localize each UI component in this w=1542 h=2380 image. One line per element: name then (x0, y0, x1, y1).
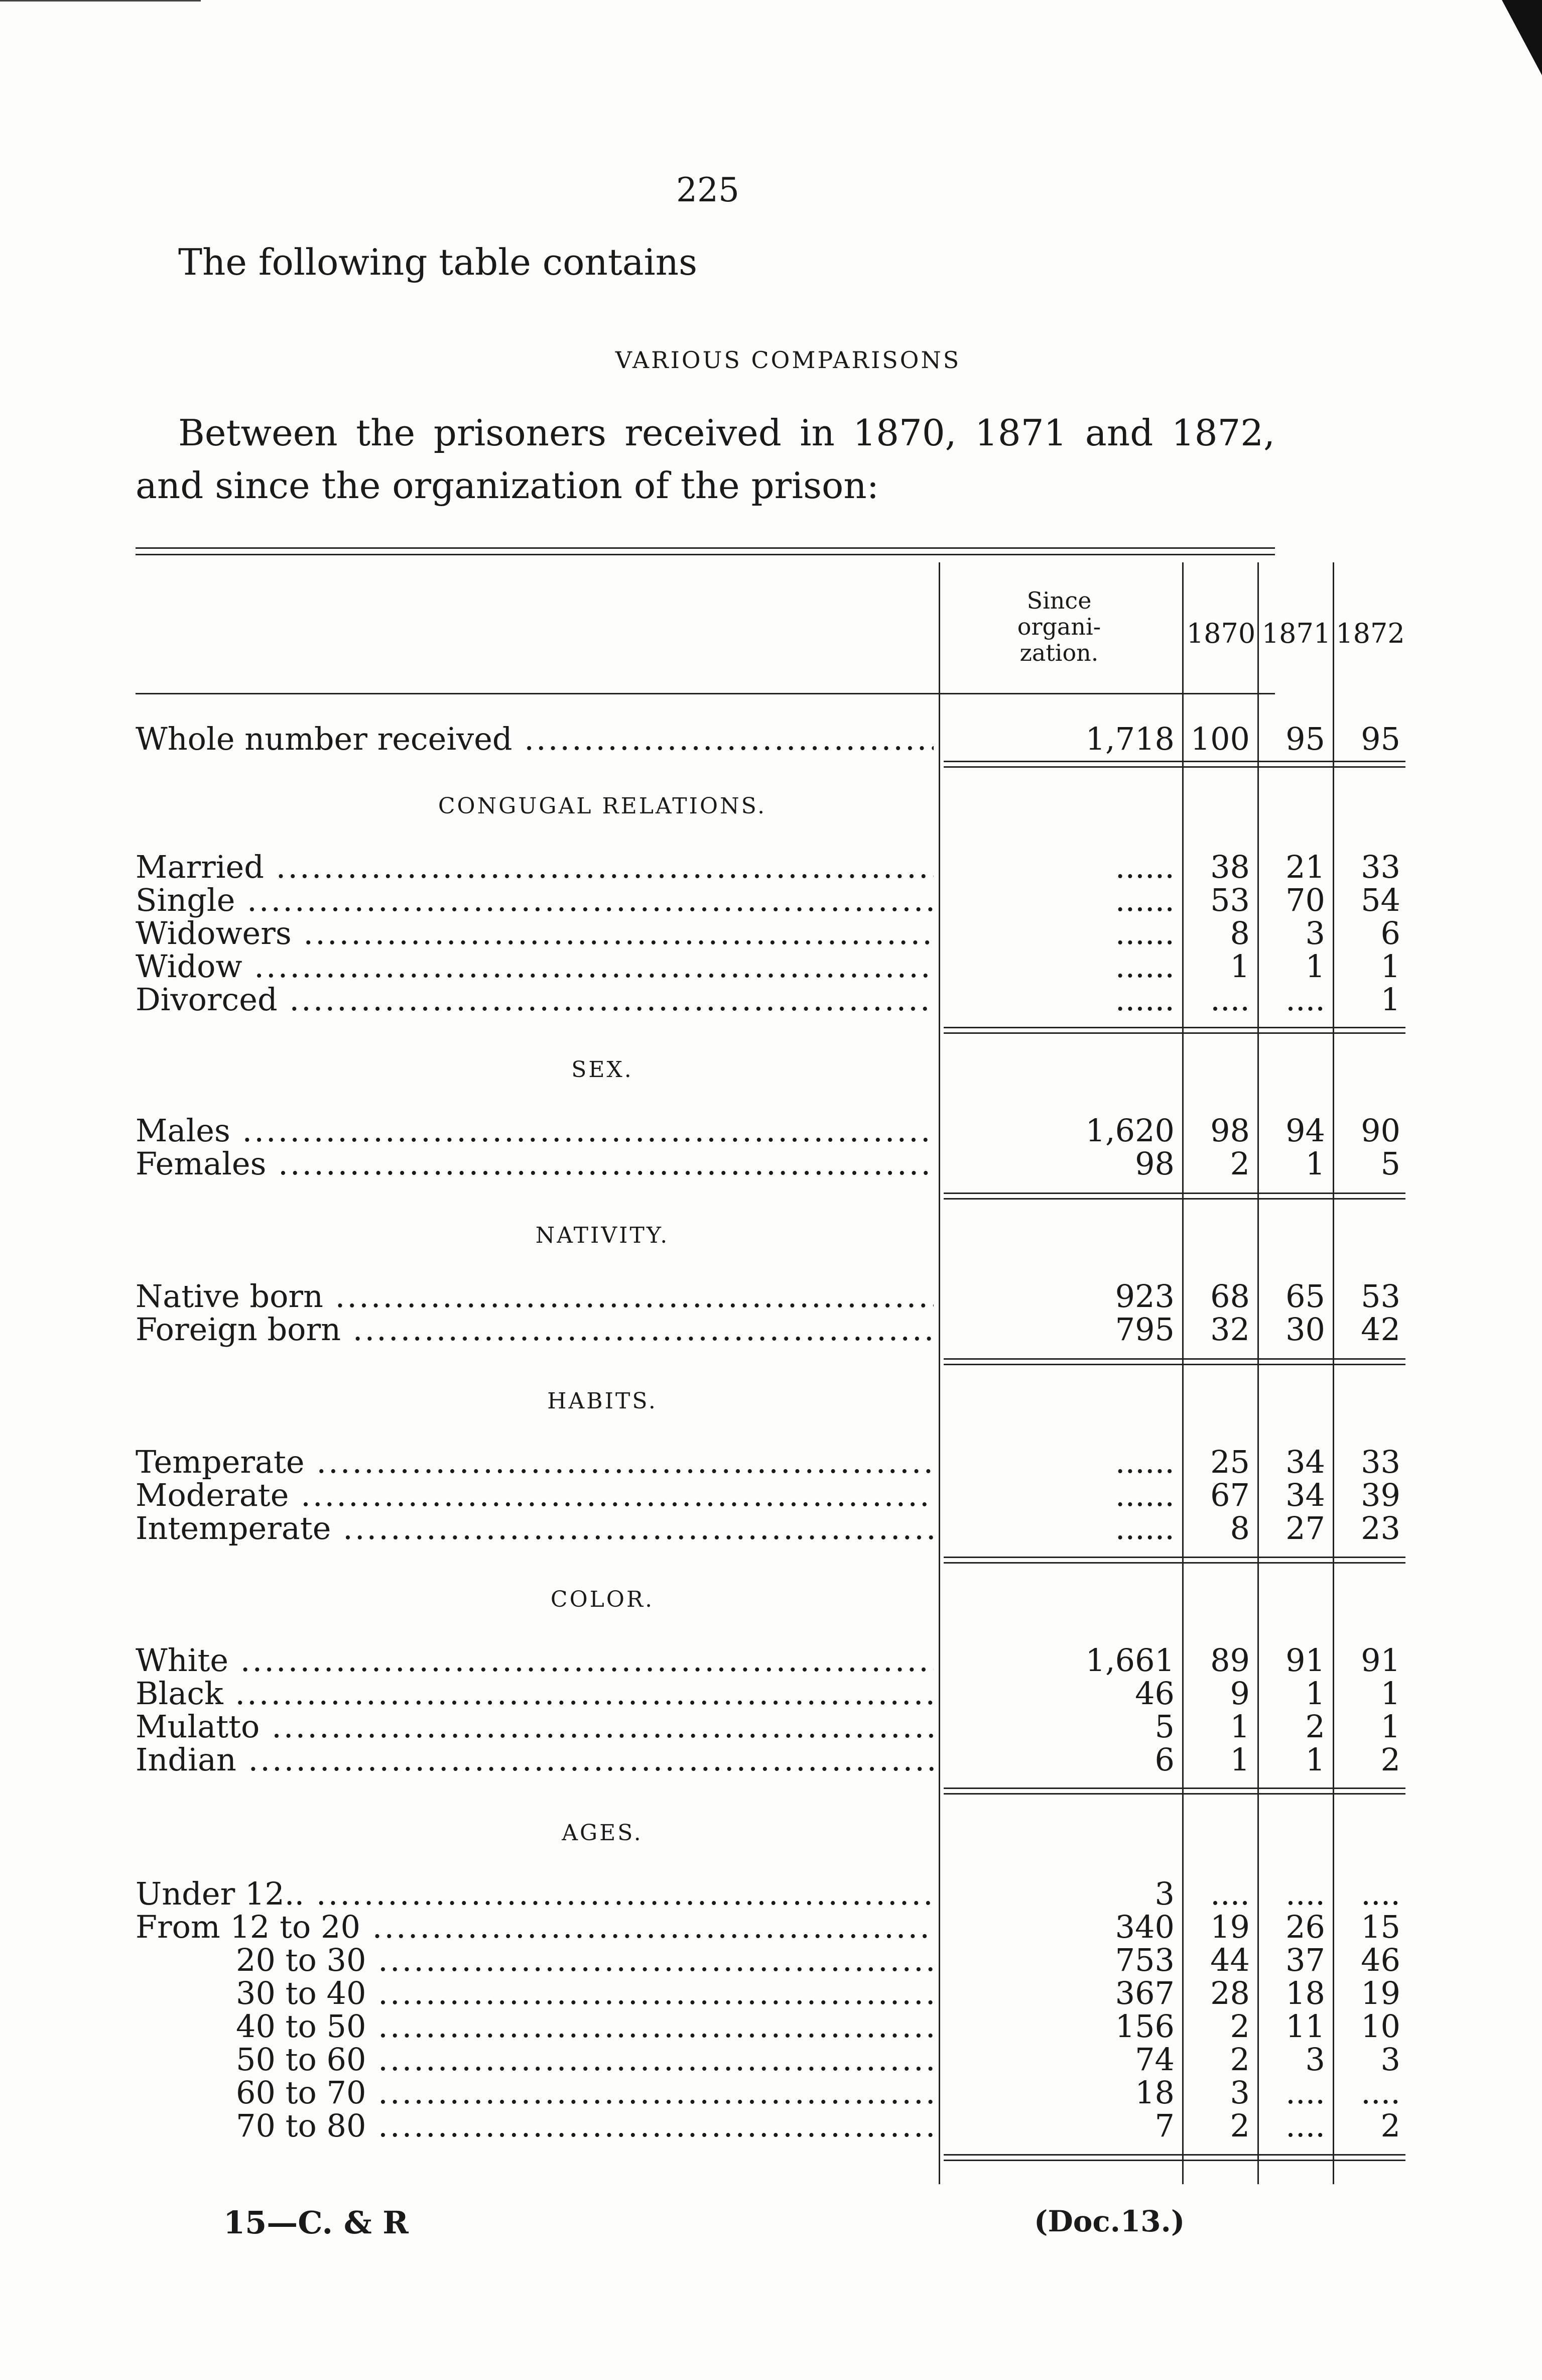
cell-1871: .... (1286, 2107, 1325, 2144)
cell-1872: 2 (1380, 2107, 1400, 2144)
cell-1870: 1 (1230, 948, 1250, 985)
table-row (136, 2107, 1400, 2144)
cell-1871: 65 (1286, 1278, 1325, 1315)
table-row (136, 915, 1400, 951)
cell-1872: 10 (1361, 2008, 1400, 2045)
cell-1871: 2 (1305, 1708, 1325, 1745)
cell-since: 3 (1154, 1875, 1175, 1912)
footer-signature: 15—C. & R (223, 2204, 409, 2241)
colhead-since-line3: zation. (1019, 639, 1099, 666)
cell-1872: 2 (1380, 1741, 1400, 1778)
cell-1872: 5 (1380, 1145, 1400, 1182)
section-heading: VARIOUS COMPARISONS (615, 346, 961, 374)
row-label: Native born ..... (136, 1278, 934, 1315)
cell-1872: 54 (1361, 882, 1400, 918)
cell-1871: 34 (1286, 1444, 1325, 1480)
cell-since: 98 (1135, 1145, 1175, 1182)
row-label: Moderate ..... (136, 1477, 934, 1513)
table-row (136, 882, 1400, 918)
cell-1871: .... (1286, 2074, 1325, 2111)
cell-1870: .... (1210, 1875, 1250, 1912)
table-row (136, 1875, 1400, 1912)
cell-1871: 27 (1286, 1510, 1325, 1546)
cell-since: ...... (1115, 882, 1175, 918)
intro-text: The following table contains (178, 241, 698, 283)
cell-1870: 8 (1230, 915, 1250, 951)
row-label: Males ..... (136, 1112, 934, 1149)
section-rule (944, 2154, 1405, 2161)
section-rule (944, 761, 1405, 768)
cell-1872: 3 (1380, 2041, 1400, 2078)
section-rule (944, 1193, 1405, 1200)
cell-since: 1,718 (1085, 721, 1175, 757)
section-title-sex: SEX. (571, 1057, 633, 1083)
section-rule (944, 1788, 1405, 1795)
cell-since: 74 (1135, 2041, 1175, 2078)
cell-1871: 11 (1286, 2008, 1325, 2045)
cell-1871: 70 (1286, 882, 1325, 918)
page-number: 225 (676, 171, 739, 209)
table-row (136, 849, 1400, 885)
cell-1871: 1 (1305, 1741, 1325, 1778)
row-label: 50 to 60 ..... (136, 2041, 934, 2078)
cell-1870: 44 (1210, 1942, 1250, 1978)
table-row (136, 1942, 1400, 1978)
cell-1872: 91 (1361, 1642, 1400, 1679)
cell-since: ...... (1115, 849, 1175, 885)
section-rule (944, 1358, 1405, 1365)
cell-1870: 2 (1230, 1145, 1250, 1182)
table-row (136, 948, 1400, 985)
table-row (136, 1975, 1400, 2011)
cell-since: ...... (1115, 1510, 1175, 1546)
colhead-since-line2: organi- (1017, 613, 1101, 640)
cell-1872: 90 (1361, 1112, 1400, 1149)
section-rule (944, 1557, 1405, 1564)
section-title-habits: HABITS. (547, 1388, 658, 1414)
cell-1871: 1 (1305, 1145, 1325, 1182)
cell-since: 46 (1135, 1675, 1175, 1712)
cell-since: ...... (1115, 1444, 1175, 1480)
cell-1871: 94 (1286, 1112, 1325, 1149)
footer-doc-number: (Doc.13.) (1034, 2204, 1185, 2238)
cell-since: 7 (1154, 2107, 1175, 2144)
table-row (136, 1112, 1400, 1149)
table-row (136, 721, 1400, 757)
cell-1871: 18 (1286, 1975, 1325, 2011)
section-rule (944, 1027, 1405, 1034)
cell-1872: .... (1361, 2074, 1400, 2111)
cell-since: 156 (1115, 2008, 1175, 2045)
cell-1872: 19 (1361, 1975, 1400, 2011)
row-label: Widowers ..... (136, 915, 934, 951)
cell-since: 753 (1115, 1942, 1175, 1978)
table-row (136, 1145, 1400, 1182)
cell-1871: 34 (1286, 1477, 1325, 1513)
row-label: Divorced ..... (136, 981, 934, 1018)
cell-1871: 91 (1286, 1642, 1325, 1679)
row-label: Indian ..... (136, 1741, 934, 1778)
row-label: Foreign born ..... (136, 1311, 934, 1348)
cell-1870: 67 (1210, 1477, 1250, 1513)
cell-1870: 2 (1230, 2107, 1250, 2144)
cell-1870: 8 (1230, 1510, 1250, 1546)
cell-1870: 53 (1210, 882, 1250, 918)
cell-1872: 95 (1361, 721, 1400, 757)
cell-1872: 33 (1361, 1444, 1400, 1480)
table-row (136, 1675, 1400, 1712)
colhead-1871: 1871 (1261, 618, 1331, 649)
table-row (136, 2008, 1400, 2045)
cell-1871: 37 (1286, 1942, 1325, 1978)
row-label: Widow ..... (136, 948, 934, 985)
cell-since: 5 (1154, 1708, 1175, 1745)
table-row (136, 1708, 1400, 1745)
cell-1870: 32 (1210, 1311, 1250, 1348)
cell-1872: .... (1361, 1875, 1400, 1912)
cell-1872: 1 (1380, 1675, 1400, 1712)
row-label: White ..... (136, 1642, 934, 1679)
table-row (136, 2041, 1400, 2078)
row-label: 70 to 80 ..... (136, 2107, 934, 2144)
table-top-rule (136, 547, 1275, 555)
cell-1870: 1 (1230, 1741, 1250, 1778)
cell-1870: 68 (1210, 1278, 1250, 1315)
cell-1872: 42 (1361, 1311, 1400, 1348)
lead-paragraph: Between the prisoners received in 1870, 1871 and 1872, and since the organization of the prison: (136, 412, 1275, 507)
table-row (136, 1278, 1400, 1315)
cell-1870: 2 (1230, 2008, 1250, 2045)
cell-1871: 30 (1286, 1311, 1325, 1348)
row-label: 40 to 50 ..... (136, 2008, 934, 2045)
row-label: Whole number received ..... (136, 721, 934, 757)
row-label: Single ..... (136, 882, 934, 918)
cell-since: 795 (1115, 1311, 1175, 1348)
table-row (136, 1909, 1400, 1945)
section-title-color: COLOR. (550, 1587, 655, 1612)
cell-1872: 46 (1361, 1942, 1400, 1978)
cell-1872: 15 (1361, 1909, 1400, 1945)
row-label: Black ..... (136, 1675, 934, 1712)
row-label: 60 to 70 ..... (136, 2074, 934, 2111)
cell-since: ...... (1115, 1477, 1175, 1513)
cell-1871: 1 (1305, 1675, 1325, 1712)
cell-1872: 39 (1361, 1477, 1400, 1513)
table-row (136, 1642, 1400, 1679)
colhead-since-line1: Since (1026, 587, 1092, 614)
cell-since: 367 (1115, 1975, 1175, 2011)
cell-1870: 19 (1210, 1909, 1250, 1945)
row-label: 30 to 40 ..... (136, 1975, 934, 2011)
cell-1871: 21 (1286, 849, 1325, 885)
table-row (136, 1477, 1400, 1513)
row-label: From 12 to 20 ..... (136, 1909, 934, 1945)
cell-1870: 38 (1210, 849, 1250, 885)
cell-1872: 1 (1380, 981, 1400, 1018)
cell-since: ...... (1115, 915, 1175, 951)
cell-1870: 9 (1230, 1675, 1250, 1712)
cell-since: 1,620 (1085, 1112, 1175, 1149)
cell-1872: 6 (1380, 915, 1400, 951)
cell-1871: 26 (1286, 1909, 1325, 1945)
cell-1870: 89 (1210, 1642, 1250, 1679)
colhead-since (944, 587, 1175, 666)
cell-1870: 1 (1230, 1708, 1250, 1745)
row-label: Temperate ..... (136, 1444, 934, 1480)
cell-since: ...... (1115, 981, 1175, 1018)
cell-1870: 25 (1210, 1444, 1250, 1480)
cell-1871: 3 (1305, 2041, 1325, 2078)
cell-since: 18 (1135, 2074, 1175, 2111)
cell-1872: 53 (1361, 1278, 1400, 1315)
cell-1871: 1 (1305, 948, 1325, 985)
row-label: Females ..... (136, 1145, 934, 1182)
row-label: 20 to 30 ..... (136, 1942, 934, 1978)
cell-1870: 2 (1230, 2041, 1250, 2078)
row-label: Married ..... (136, 849, 934, 885)
section-title-ages: AGES. (562, 1820, 643, 1846)
cell-1870: .... (1210, 981, 1250, 1018)
top-edge-rule (0, 0, 201, 2)
table-row (136, 1741, 1400, 1778)
colhead-1872: 1872 (1336, 618, 1405, 649)
cell-1872: 23 (1361, 1510, 1400, 1546)
page-corner-shadow (1502, 0, 1542, 75)
cell-since: 1,661 (1085, 1642, 1175, 1679)
cell-1870: 100 (1190, 721, 1250, 757)
cell-since: 6 (1154, 1741, 1175, 1778)
cell-1871: .... (1286, 1875, 1325, 1912)
cell-1870: 98 (1210, 1112, 1250, 1149)
table-row (136, 2074, 1400, 2111)
cell-since: 340 (1115, 1909, 1175, 1945)
row-label: Mulatto ..... (136, 1708, 934, 1745)
cell-1872: 1 (1380, 1708, 1400, 1745)
cell-since: ...... (1115, 948, 1175, 985)
table-row (136, 1311, 1400, 1348)
table-row (136, 981, 1400, 1018)
colhead-1870: 1870 (1186, 618, 1256, 649)
row-label: Under 12.. ..... (136, 1875, 934, 1912)
row-label: Intemperate ..... (136, 1510, 934, 1546)
table-row (136, 1444, 1400, 1480)
cell-1871: .... (1286, 981, 1325, 1018)
cell-1872: 1 (1380, 948, 1400, 985)
table-row (136, 1510, 1400, 1546)
cell-1871: 95 (1286, 721, 1325, 757)
cell-1870: 3 (1230, 2074, 1250, 2111)
section-title-conjugal: CONGUGAL RELATIONS. (438, 793, 767, 819)
header-rule (136, 693, 1275, 694)
cell-1872: 33 (1361, 849, 1400, 885)
cell-1871: 3 (1305, 915, 1325, 951)
cell-1870: 28 (1210, 1975, 1250, 2011)
section-title-nativity: NATIVITY. (535, 1223, 670, 1248)
cell-since: 923 (1115, 1278, 1175, 1315)
